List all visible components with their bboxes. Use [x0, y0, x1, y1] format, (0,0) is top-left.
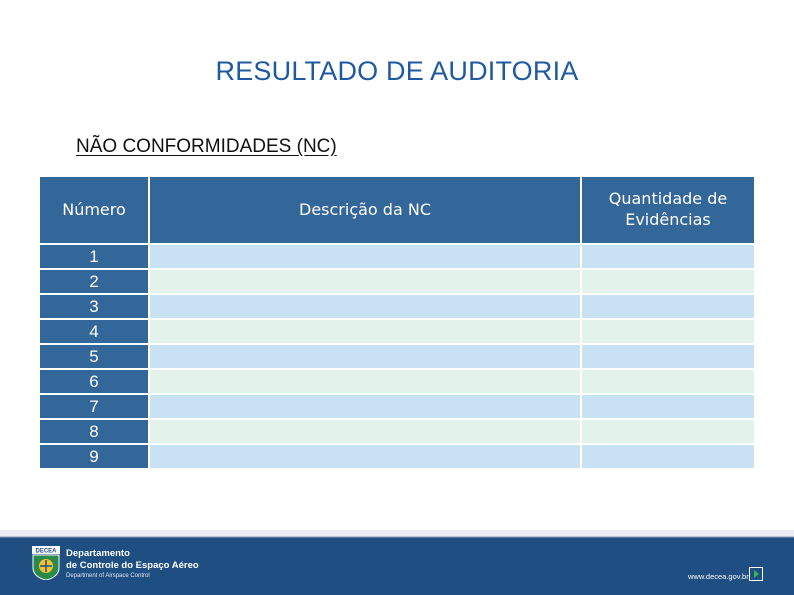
table-row [40, 320, 754, 345]
description-cell[interactable] [150, 295, 582, 320]
logo-text: DECEA [35, 548, 57, 555]
row-number: 1 [40, 245, 150, 270]
table-row [40, 295, 754, 320]
header-evidences: Quantidade de Evidências [582, 177, 754, 245]
evidences-cell[interactable] [582, 370, 754, 395]
evidences-cell[interactable] [582, 245, 754, 270]
description-cell[interactable] [150, 420, 582, 445]
table-row [40, 395, 754, 420]
table-row [40, 445, 754, 470]
description-cell[interactable] [150, 345, 582, 370]
row-number: 6 [40, 370, 150, 395]
header-number: Número [40, 177, 150, 245]
description-cell[interactable] [150, 370, 582, 395]
evidences-cell[interactable] [582, 395, 754, 420]
table-row [40, 420, 754, 445]
row-number: 9 [40, 445, 150, 470]
description-cell[interactable] [150, 445, 582, 470]
website-link[interactable]: www.decea.gov.br [688, 572, 749, 581]
evidences-cell[interactable] [582, 345, 754, 370]
row-number: 5 [40, 345, 150, 370]
description-cell[interactable] [150, 245, 582, 270]
evidences-cell[interactable] [582, 320, 754, 345]
evidences-cell[interactable] [582, 420, 754, 445]
arrow-right-icon[interactable] [749, 567, 763, 581]
row-number: 4 [40, 320, 150, 345]
evidences-cell[interactable] [582, 445, 754, 470]
header-description: Descrição da NC [150, 177, 582, 245]
row-number: 3 [40, 295, 150, 320]
table-row [40, 270, 754, 295]
slide-title: RESULTADO DE AUDITORIA [215, 56, 579, 86]
table-row [40, 370, 754, 395]
description-cell[interactable] [150, 320, 582, 345]
row-number: 8 [40, 420, 150, 445]
org-name-line1: Departamento [66, 548, 130, 559]
org-name-english: Department of Airspace Control [66, 573, 150, 579]
description-cell[interactable] [150, 270, 582, 295]
table-row [40, 345, 754, 370]
row-number: 2 [40, 270, 150, 295]
description-cell[interactable] [150, 395, 582, 420]
decea-emblem-icon [32, 546, 60, 580]
nc-table [40, 177, 754, 470]
table-row [40, 245, 754, 270]
table-header-row [40, 177, 754, 245]
section-subtitle: NÃO CONFORMIDADES (NC) [76, 136, 337, 157]
org-name-line2: de Controle do Espaço Aéreo [66, 560, 199, 571]
evidences-cell[interactable] [582, 295, 754, 320]
row-number: 7 [40, 395, 150, 420]
evidences-cell[interactable] [582, 270, 754, 295]
